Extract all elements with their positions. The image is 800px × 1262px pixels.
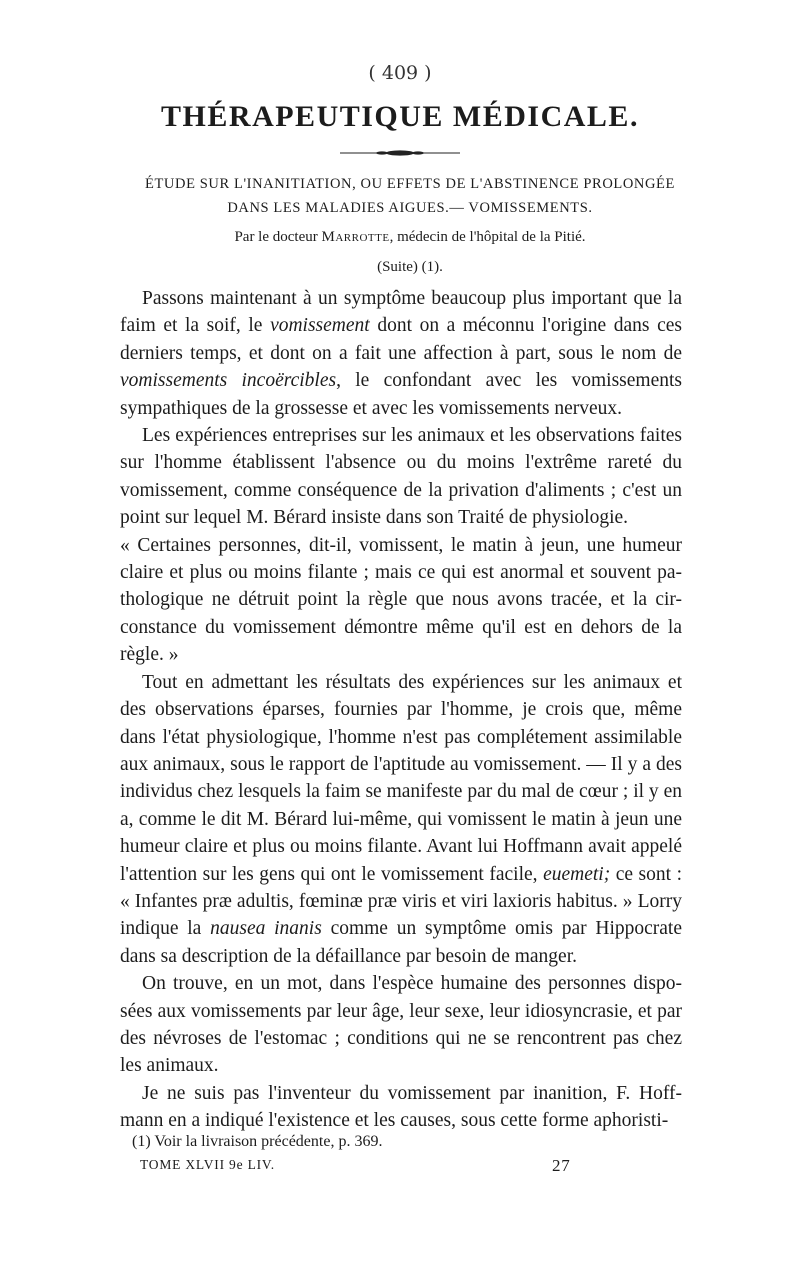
continuation-note: (Suite) (1). [377,259,443,275]
paragraph-1-emphasis-2: vomissements incoërcibles [120,370,337,392]
paragraph-1-text-b: dont on a méconnu l'origine dans ces derniers temps, et dont on a fait une affection à part, sous le nom de [120,315,683,364]
paragraph-1-emphasis-1: vomissement [270,315,370,337]
paragraph-5: On trouve, en un mot, dans l'espèce humaine des personnes dispo-sées aux vomissements par leur âge, leur sexe, leur idiosyncrasie, et par des névroses de l'estomac ; conditions qui ne se rencontrent pas chez les animaux. [120,973,682,1077]
paragraph-4-text-b: ce sont : « Infantes præ adultis, fœminæ præ viris et viri laxioris habitus. » Lorry indique la [120,863,682,940]
byline-suffix: , médecin de l'hôpital de la Pitié. [389,229,586,245]
paragraph-4-text-a: Tout en admettant les résultats des expériences sur les animaux et des observations éparses, fournies par l'homme, je crois que, même dans l'état physiologique, l'homme n'est pas complétement assimilable aux animaux, sous le rapport de l'aptitude au vomissement. — Il y a des individus chez lesquels la faim se manifeste par du mal de cœur ; il y en a, comme le dit M. Bérard lui-même, qui vomissent le matin à jeun une humeur claire et plus ou moins filante. Avant lui Hoffmann avait appelé l'attention sur les gens qui ont le vomissement facile, [120,671,682,885]
article-title [100,172,720,220]
article-title-line-2: DANS LES MALADIES AIGUES.— VOMISSEMENTS. [227,200,593,216]
ornament-divider-icon [340,150,460,156]
article-title-line-1: ÉTUDE SUR L'INANITIATION, OU EFFETS DE L'ABSTINENCE PROLONGÉE [145,176,675,192]
paragraph-4 [120,669,682,970]
paragraph-4-emphasis-2: nausea inanis [210,918,322,940]
paragraph-4-emphasis-1: euemeti; [543,863,611,885]
paragraph-1-text-a: Passons maintenant à un symptôme beaucoup plus important que la faim et la soif, le [120,288,682,337]
paragraph-3-quote: « Certaines personnes, dit-il, vomissent, le matin à jeun, une humeur claire et plus ou moins filante ; mais ce qui est anormal et souvent pa-thologique ne détruit point la règle que nous avons tracée, et la cir-constance du vomissement démontre même qu'il est en dehors de la règle. » [120,534,682,666]
article-body [120,285,682,1135]
paragraph-2: Les expériences entreprises sur les animaux et les observations faites sur l'homme établissent l'absence ou du moins l'extrême rareté du vomissement, comme conséquence de la privation d'aliments ; c'est un point sur lequel M. Bérard insiste dans son Traité de physiologie. [120,425,682,529]
footnote: (1) Voir la livraison précédente, p. 369. [132,1133,383,1150]
paragraph-1 [120,285,682,422]
paragraph-1-text-c: , le confondant avec les vomissements sympathiques de la grossesse et avec les vomissements nerveux. [120,370,683,419]
volume-signature: TOME XLVII 9e LIV. [140,1157,275,1172]
page-number: ( 409 ) [368,62,432,84]
signature-number: 27 [552,1156,571,1175]
byline [100,229,720,246]
byline-prefix: Par le docteur [234,229,322,245]
paragraph-6: Je ne suis pas l'inventeur du vomissement par inanition, F. Hoff-mann en a indiqué l'existence et les causes, sous cette forme aphoristi- [120,1082,682,1132]
paragraph-4-text-c: comme un symptôme omis par Hippocrate dans sa description de la défaillance par besoin de manger. [120,918,682,967]
signature-line [140,1157,590,1173]
section-title: THÉRAPEUTIQUE MÉDICALE. [161,100,639,133]
byline-author: Marrotte [321,229,390,245]
